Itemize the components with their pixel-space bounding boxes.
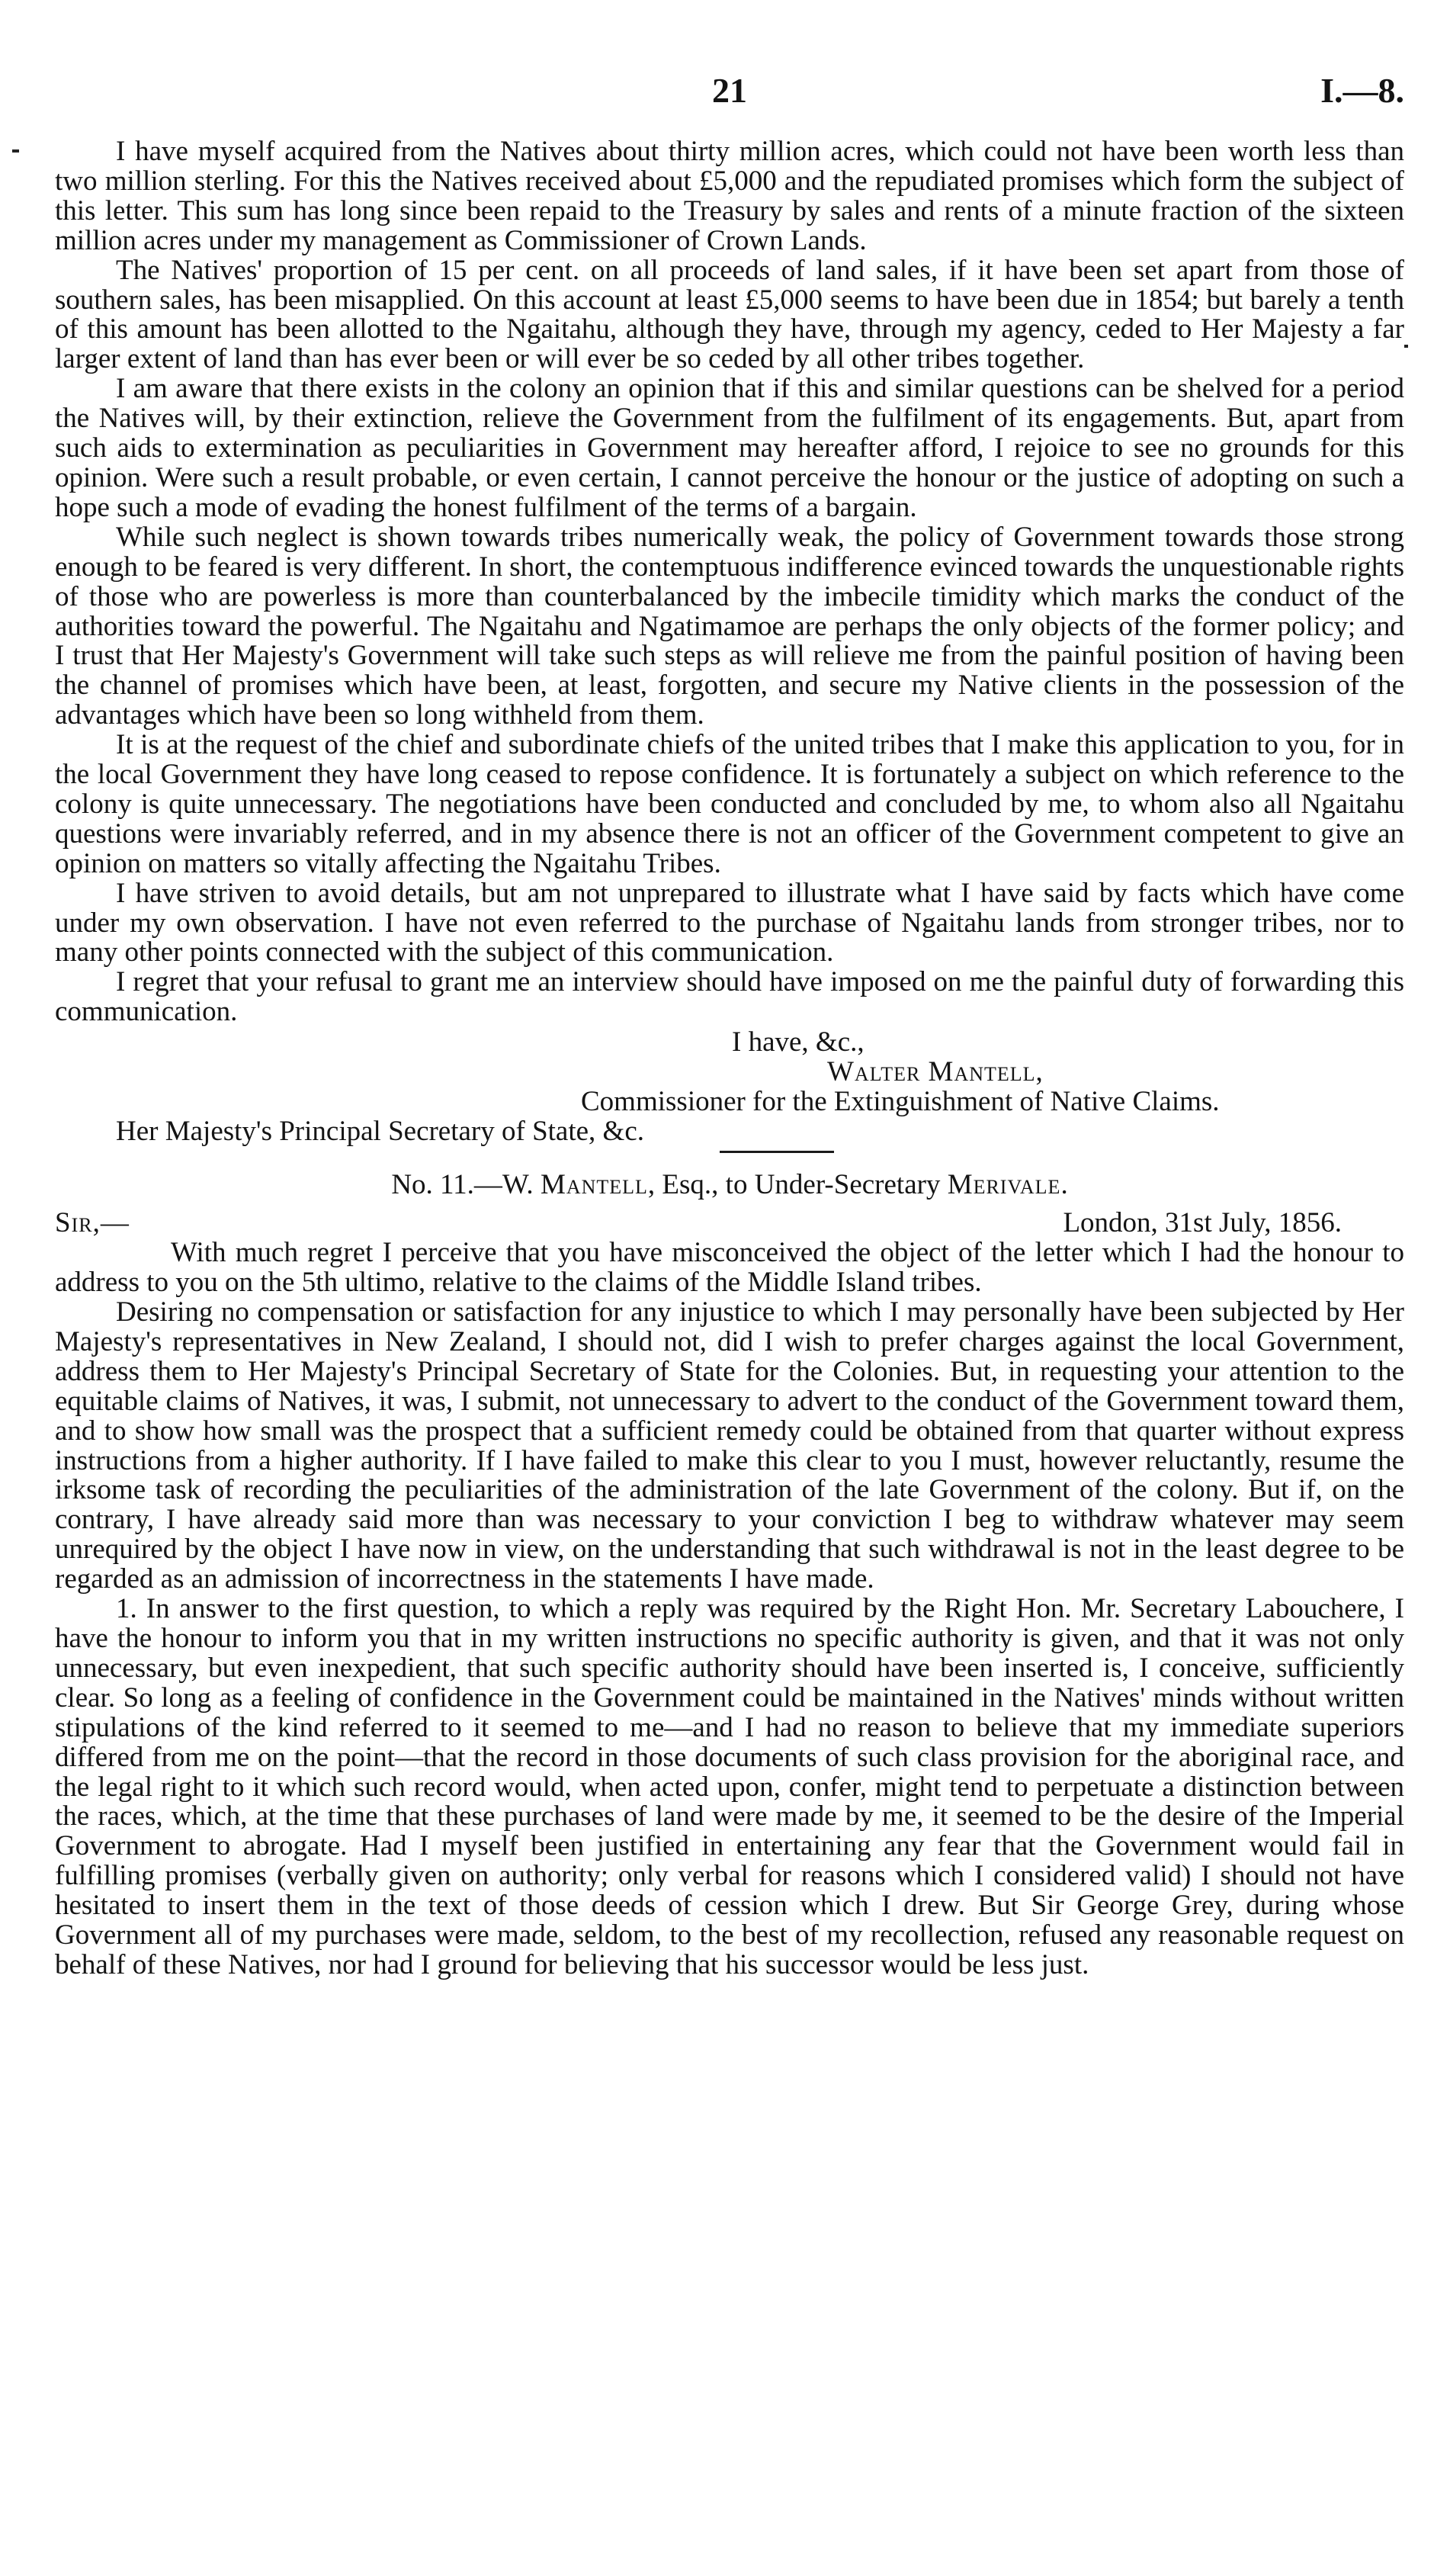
heading-recipient: Merivale (947, 1169, 1061, 1201)
letter-heading (55, 1170, 1404, 1200)
paragraph: 1. In answer to the first question, to which a reply was required by the Right Hon. Mr. Secretary Labouchere, I have the honour to inform you that in my written instructions no specific authority is given, and that it was not only unnecessary, but even inexpedient, that such specific authority should have been inserted is, I conceive, sufficiently clear. So long as a feeling of confidence in the Government could be maintained in the Natives' minds without written stipulations of the kind referred to it seemed to me—and I had no reason to believe that my immediate superiors differed from me on the point—that the record in those documents of such class provision for the aboriginal race, and the legal right to it which such record would, when acted upon, confer, might tend to perpetuate a distinction between the races, which, at the time that these purchases of land were made by me, it seemed to be the desire of the Imperial Government to abrogate. Had I myself been justified in entertaining any fear that the Government would fail in fulfilling promises (verbally given on authority; only verbal for reasons which I considered valid) I should not have hesitated to insert them in the text of those deeds of cession which I drew. But Sir George Grey, during whose Government all of my purchases were made, seldom, to the best of my recollection, refused any reasonable request on behalf of these Natives, nor had I ground for believing that his successor would be less just. (55, 1593, 1404, 1980)
paragraph: With much regret I perceive that you have misconceived the object of the letter which I had the honour to address to you on the 5th ultimo, relative to the claims of the Middle Island tribes. (55, 1237, 1404, 1299)
document-reference: I.—8. (1320, 71, 1404, 110)
signatory-title: Commissioner for the Extinguishment of Native Claims. (581, 1086, 1220, 1118)
letter-body (55, 1238, 1404, 1980)
signature-name: Walter Mantell, (827, 1056, 1044, 1088)
paragraph: I regret that your refusal to grant me an interview should have imposed on me the painful duty of forwarding this communication. (55, 966, 1404, 1028)
document-page (55, 0, 1404, 1980)
heading-prefix: No. 11.—W. (391, 1169, 534, 1201)
paragraph: While such neglect is shown towards tribes numerically weak, the policy of Government towards those strong enough to be feared is very different. In short, the contemptuous indifference evinced towards the unquestionable rights of those who are powerless is more than counterbalanced by the imbecile timidity which marks the conduct of the authorities toward the powerful. The Ngaitahu and Ngatimamoe are perhaps the only objects of the former policy; and I trust that Her Majesty's Government will take such steps as will relieve me from the painful position of having been the channel of promises which have been, at least, forgotten, and secure my Native clients in the possession of the advantages which have been so long withheld from them. (55, 521, 1404, 731)
paragraph: I have striven to avoid details, but am not unprepared to illustrate what I have said by facts which have come under my own observation. I have not even referred to the purchase of Ngaitahu lands from stronger tribes, nor to many other points connected with the subject of this communication. (55, 877, 1404, 968)
salutation: Sir,— (55, 1207, 130, 1239)
section-divider (720, 1151, 834, 1153)
margin-mark (12, 149, 19, 153)
addressee: Her Majesty's Principal Secretary of State, &c. (116, 1116, 645, 1148)
salutation-row (55, 1208, 1404, 1238)
heading-suffix: . (1060, 1169, 1068, 1201)
page-header (55, 0, 1404, 137)
closing-phrase: I have, &c., (732, 1026, 865, 1058)
page-number: 21 (712, 71, 747, 110)
paragraph: The Natives' proportion of 15 per cent. on all proceeds of land sales, if it have been set apart from those of southern sales, has been misapplied. On this account at least £5,000 seems to have been due in 1854; but barely a tenth of this amount has been allotted to the Ngaitahu, although they have, through my agency, ceded to Her Majesty a far larger extent of land than has ever been or will ever be so ceded by all other tribes together. (55, 254, 1404, 375)
signature-block (55, 1027, 1404, 1116)
paragraph: It is at the request of the chief and subordinate chiefs of the united tribes that I make this application to you, for in the local Government they have long ceased to repose confidence. It is fortunately a subject on which reference to the colony is quite unnecessary. The negotiations have been conducted and concluded by me, to whom also all Ngaitahu questions were invariably referred, and in my absence there is not an officer of the Government competent to give an opinion on matters so vitally affecting the Ngaitahu Tribes. (55, 729, 1404, 879)
margin-mark (1404, 345, 1408, 348)
heading-middle: , Esq., to Under-Secretary (647, 1169, 941, 1201)
place-date: London, 31st July, 1856. (1063, 1207, 1342, 1239)
letter-body-continued (55, 137, 1404, 1027)
heading-author: Mantell (540, 1169, 648, 1201)
paragraph: Desiring no compensation or satisfaction for any injustice to which I may personally have been subjected by Her Majesty's representatives in New Zealand, I should not, did I wish to prefer charges against the local Government, address them to Her Majesty's Principal Secretary of State for the Colonies. But, in requesting your attention to the equitable claims of Natives, it was, I submit, not unnecessary to advert to the conduct of the Government toward them, and to show how small was the prospect that a sufficient remedy could be obtained from that quarter without express instructions from a higher authority. If I have failed to make this clear to you I must, however reluctantly, resume the irksome task of recording the peculiarities of the administration of the late Government of the colony. But if, on the contrary, I have already said more than was necessary to your conviction I beg to withdraw whatever may seem unrequired by the object I have now in view, on the understanding that such withdrawal is not in the least degree to be regarded as an admission of incorrectness in the statements I have made. (55, 1296, 1404, 1595)
paragraph: I have myself acquired from the Natives about thirty million acres, which could not have been worth less than two million sterling. For this the Natives received about £5,000 and the repudiated promises which form the subject of this letter. This sum has long since been repaid to the Treasury by sales and rents of a minute fraction of the sixteen million acres under my management as Commissioner of Crown Lands. (55, 136, 1404, 256)
paragraph: I am aware that there exists in the colony an opinion that if this and similar questions can be shelved for a period the Natives will, by their extinction, relieve the Government from the fulfilment of its engagements. But, apart from such aids to extermination as peculiarities in Government may hereafter afford, I rejoice to see no grounds for this opinion. Were such a result probable, or even certain, I cannot perceive the honour or the justice of adopting on such a hope such a mode of evading the honest fulfilment of the terms of a bargain. (55, 373, 1404, 523)
